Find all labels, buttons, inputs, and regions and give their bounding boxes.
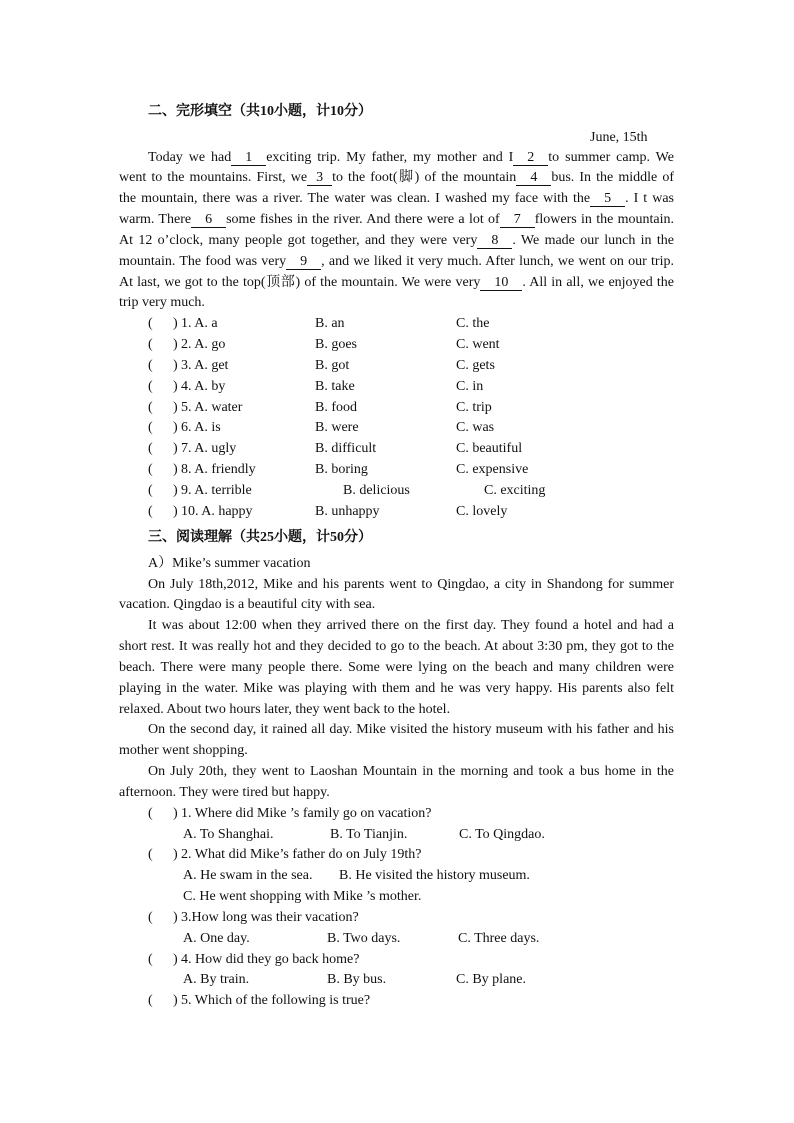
answer-bracket-close: ) [173, 357, 178, 373]
cloze-question-row [0, 398, 794, 419]
question-number: 4. [181, 378, 192, 394]
option-b: B. To Tianjin. [330, 826, 408, 842]
option-a-text: A. water [194, 399, 243, 415]
answer-bracket-close: ) [173, 805, 178, 821]
question-number: 5. [181, 399, 192, 415]
answer-bracket-open: ( [148, 482, 153, 498]
cloze-question-row [0, 439, 794, 460]
answer-bracket-open: ( [148, 951, 153, 967]
answer-bracket-close: ) [173, 399, 178, 415]
option-a-text: A. friendly [194, 462, 256, 478]
option-c: C. went [456, 337, 500, 353]
reading-section-heading: 三、阅读理解（共25小题，计50分） [148, 529, 372, 545]
question-text: 5. Which of the following is true? [181, 993, 371, 1009]
cloze-passage-line [119, 252, 674, 273]
cloze-passage-line [148, 148, 674, 169]
answer-bracket-close: ) [173, 909, 178, 925]
passage-text: the mountain, there was a river. The water was clean. I washed my face with the [119, 191, 591, 207]
answer-blank: 3 [307, 171, 332, 186]
reading-options-row [0, 970, 794, 991]
option-c: C. Three days. [458, 930, 540, 946]
option-a [181, 356, 228, 377]
option-a-text: A. a [194, 316, 218, 332]
option-a [181, 439, 236, 460]
option-c: C. By plane. [456, 972, 526, 988]
option-c: C. exciting [484, 482, 546, 498]
passage-text: exciting trip. My father, my mother and I [266, 149, 514, 165]
option-a [181, 502, 253, 523]
passage-title: A）Mike’s summer vacation [148, 555, 311, 571]
answer-blank: 4 [516, 171, 551, 186]
reading-question-row [0, 950, 794, 971]
option-a [181, 398, 242, 419]
answer-blank: 5 [590, 192, 625, 207]
option-a: A. He swam in the sea. [183, 868, 313, 884]
cloze-block [0, 148, 794, 523]
answer-bracket-open: ( [148, 420, 153, 436]
option-a [181, 335, 225, 356]
answer-bracket-open: ( [148, 399, 153, 415]
option-b: B. By bus. [327, 972, 387, 988]
option-c: C. To Qingdao. [459, 826, 545, 842]
option-c: C. beautiful [456, 441, 523, 457]
question-text: 2. What did Mike’s father do on July 19th? [181, 847, 422, 863]
option-b: B. got [315, 357, 350, 373]
option-c: C. expensive [456, 462, 529, 478]
option-a: A. By train. [183, 972, 250, 988]
option-c: C. the [456, 316, 490, 332]
reading-passage-line: mother went shopping. [119, 743, 248, 759]
question-number: 2. [181, 337, 192, 353]
passage-text: went to the mountains. First, we [119, 170, 308, 186]
answer-bracket-open: ( [148, 909, 153, 925]
reading-options-row [0, 887, 794, 908]
option-c: C. He went shopping with Mike ’s mother. [183, 889, 422, 905]
cloze-question-row [0, 314, 794, 335]
passage-text: At last, we got to the top(顶部) of the mountain. We were very [119, 274, 481, 290]
answer-bracket-open: ( [148, 357, 153, 373]
option-a [181, 418, 221, 439]
reading-passage-line: vacation. Qingdao is a beautiful city with sea. [119, 597, 376, 613]
question-number: 8. [181, 462, 192, 478]
option-b: B. were [315, 420, 359, 436]
cloze-question-row [0, 502, 794, 523]
option-c: C. trip [456, 399, 492, 415]
option-c: C. gets [456, 357, 495, 373]
option-c: C. in [456, 378, 484, 394]
option-b: B. He visited the history museum. [339, 868, 530, 884]
answer-bracket-close: ) [173, 482, 178, 498]
answer-bracket-close: ) [173, 316, 178, 332]
option-a: A. To Shanghai. [183, 826, 274, 842]
answer-bracket-open: ( [148, 993, 153, 1009]
answer-blank: 8 [477, 234, 512, 249]
reading-block [0, 575, 794, 1012]
option-b: B. delicious [343, 482, 410, 498]
option-a-text: A. ugly [194, 441, 237, 457]
option-b: B. an [315, 316, 345, 332]
cloze-passage-line [119, 189, 674, 210]
answer-bracket-open: ( [148, 847, 153, 863]
reading-passage-line: short rest. It was really hot and they decided to go to the beach. At about 3:30 pm, they got to the [119, 639, 674, 655]
answer-bracket-close: ) [173, 462, 178, 478]
question-number: 6. [181, 420, 192, 436]
answer-bracket-open: ( [148, 805, 153, 821]
cloze-question-row [0, 356, 794, 377]
cloze-passage-line [119, 293, 674, 314]
passage-text: . All in all, we enjoyed the [522, 274, 675, 290]
reading-passage-line: relaxed. About two hours later, they went back to the hotel. [119, 701, 451, 717]
reading-options-row [0, 929, 794, 950]
cloze-passage-line [119, 231, 674, 252]
option-a-text: A. happy [201, 503, 253, 519]
passage-text: . I t was [625, 191, 674, 207]
option-b: B. boring [315, 462, 368, 478]
question-number: 3. [181, 357, 192, 373]
cloze-passage-line [119, 168, 674, 189]
option-a-text: A. by [194, 378, 226, 394]
answer-bracket-close: ) [173, 337, 178, 353]
cloze-question-row [0, 377, 794, 398]
passage-text: some fishes in the river. And there were a lot of [226, 212, 500, 228]
option-b: B. goes [315, 337, 357, 353]
option-c: C. lovely [456, 503, 508, 519]
passage-text: mountain. The food was very [119, 253, 287, 269]
reading-passage-line: beach. There were many people there. Some were lying on the beach and many children were [119, 659, 674, 675]
reading-question-row [0, 908, 794, 929]
cloze-passage-line [119, 210, 674, 231]
answer-bracket-close: ) [173, 503, 178, 519]
reading-question-row [0, 804, 794, 825]
answer-blank: 10 [480, 276, 522, 291]
answer-bracket-open: ( [148, 378, 153, 394]
question-number: 10. [181, 503, 199, 519]
cloze-section-heading: 二、完形填空（共10小题，计10分） [148, 103, 372, 119]
answer-blank: 7 [500, 213, 535, 228]
passage-date: June, 15th [590, 129, 648, 145]
option-b: B. take [315, 378, 355, 394]
option-a [181, 314, 218, 335]
question-number: 9. [181, 482, 192, 498]
question-number: 7. [181, 441, 192, 457]
option-a [181, 481, 252, 502]
reading-passage-line: It was about 12:00 when they arrived there on the first day. They found a hotel and had a [148, 618, 674, 634]
question-text: 3.How long was their vacation? [181, 909, 359, 925]
passage-text: to summer camp. We [548, 149, 674, 165]
reading-passage-line: On July 18th,2012, Mike and his parents went to Qingdao, a city in Shandong for summer [148, 576, 674, 592]
cloze-passage-line [119, 273, 674, 294]
question-text: 1. Where did Mike ’s family go on vacation? [181, 805, 432, 821]
option-b: B. Two days. [327, 930, 401, 946]
option-a-text: A. get [194, 357, 229, 373]
answer-bracket-close: ) [173, 847, 178, 863]
answer-bracket-close: ) [173, 951, 178, 967]
option-c: C. was [456, 420, 495, 436]
option-a-text: A. go [194, 337, 226, 353]
passage-text: . We made our lunch in the [512, 232, 674, 248]
answer-bracket-close: ) [173, 378, 178, 394]
question-text: 4. How did they go back home? [181, 951, 360, 967]
cloze-question-row [0, 460, 794, 481]
reading-question-row [0, 845, 794, 866]
option-a [181, 377, 225, 398]
passage-text: warm. There [119, 212, 192, 228]
option-b: B. difficult [315, 441, 377, 457]
reading-passage-line: afternoon. They were tired but happy. [119, 784, 330, 800]
answer-blank: 6 [191, 213, 226, 228]
option-a-text: A. is [194, 420, 221, 436]
answer-blank: 9 [286, 255, 321, 270]
passage-text: At 12 o’clock, many people got together, and they were very [119, 232, 478, 248]
passage-text: Today we had [148, 149, 232, 165]
cloze-question-row [0, 418, 794, 439]
passage-text: flowers in the mountain. [534, 212, 674, 228]
reading-passage-line: On July 20th, they went to Laoshan Mountain in the morning and took a bus home in the [148, 764, 674, 780]
reading-options-row [0, 866, 794, 887]
answer-bracket-close: ) [173, 420, 178, 436]
answer-bracket-close: ) [173, 441, 178, 457]
option-a-text: A. terrible [194, 482, 252, 498]
reading-passage-line: On the second day, it rained all day. Mike visited the history museum with his father and his [148, 722, 674, 738]
answer-bracket-open: ( [148, 316, 153, 332]
reading-question-row [0, 991, 794, 1012]
option-b: B. food [315, 399, 357, 415]
answer-bracket-close: ) [173, 993, 178, 1009]
answer-bracket-open: ( [148, 462, 153, 478]
answer-bracket-open: ( [148, 503, 153, 519]
option-b: B. unhappy [315, 503, 380, 519]
answer-blank: 2 [513, 151, 548, 166]
passage-text: bus. In the middle of [551, 170, 674, 186]
passage-text: to the foot(脚) of the mountain [332, 170, 517, 186]
option-a: A. One day. [183, 930, 250, 946]
option-a [181, 460, 256, 481]
reading-passage-line: playing in the water. Mike was playing with them and he was very happy. His parents also felt [119, 680, 674, 696]
reading-options-row [0, 825, 794, 846]
passage-text: , and we liked it very much. After lunch, we went on our trip. [321, 253, 674, 269]
cloze-question-row [0, 481, 794, 502]
answer-bracket-open: ( [148, 337, 153, 353]
cloze-question-row [0, 335, 794, 356]
passage-text: trip very much. [119, 295, 205, 311]
question-number: 1. [181, 316, 192, 332]
answer-bracket-open: ( [148, 441, 153, 457]
answer-blank: 1 [231, 151, 266, 166]
